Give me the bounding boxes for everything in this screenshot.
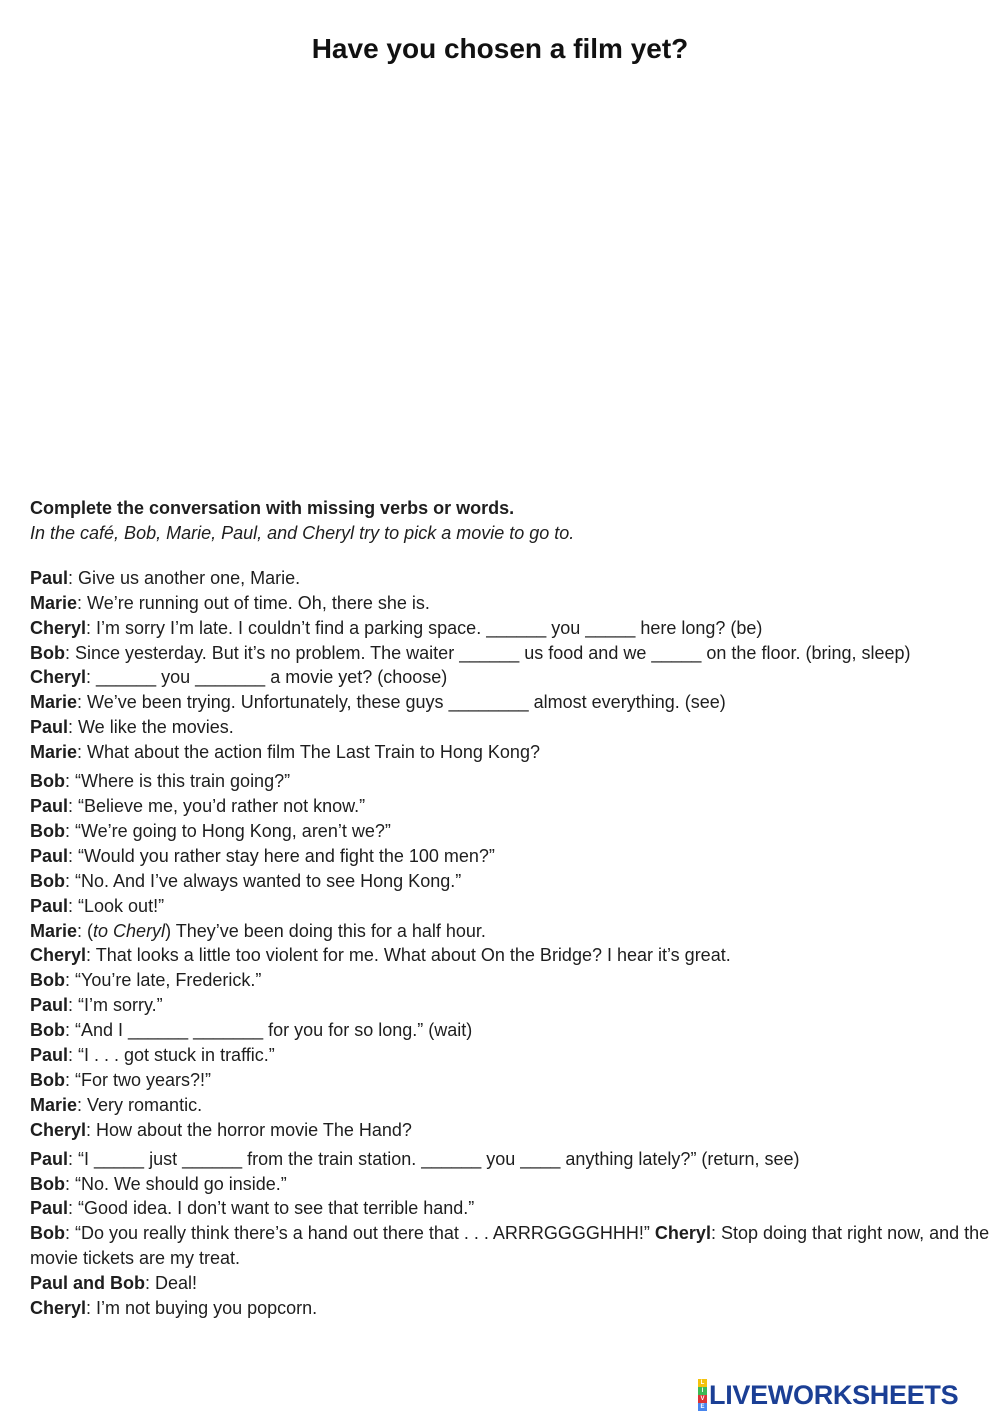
dialogue-line — [30, 794, 992, 819]
line-text: : Give us another one, Marie. — [68, 567, 301, 588]
dialogue-line — [30, 993, 992, 1018]
line-text: : “Good idea. I don’t want to see that terrible hand.” — [68, 1198, 475, 1219]
instructions: Complete the conversation with missing verbs or words. — [30, 498, 515, 518]
line-text: : Since yesterday. But it’s no problem. The waiter ______ us food and we _____ on the floor. (bring, sleep) — [65, 642, 911, 663]
line-text: : “Look out!” — [68, 895, 165, 916]
line-text: : We’re running out of time. Oh, there she is. — [77, 592, 430, 613]
line-text: : “Believe me, you’d rather not know.” — [68, 795, 366, 816]
line-text: : “You’re late, Frederick.” — [65, 970, 262, 991]
line-text: : “Do you really think there’s a hand out there that . . . ARRRGGGGHHH!” — [65, 1223, 655, 1244]
dialogue-line — [30, 1093, 992, 1118]
speaker-name: Paul — [30, 1045, 69, 1066]
line-text: : We’ve been trying. Unfortunately, these guys ________ almost everything. (see) — [77, 692, 726, 713]
line-text: : “I . . . got stuck in traffic.” — [68, 1045, 275, 1066]
speaker-name: Bob — [30, 642, 65, 663]
speaker-name: Marie — [30, 920, 78, 941]
dialogue-line — [30, 1296, 992, 1321]
speaker-name: Cheryl — [30, 945, 87, 966]
speaker-name: Bob — [30, 771, 65, 792]
dialogue-line — [30, 715, 992, 740]
dialogue-line — [30, 1147, 992, 1172]
speaker-name: Paul — [30, 1148, 69, 1169]
speaker-name: Paul and Bob — [30, 1273, 146, 1294]
speaker-name: Bob — [30, 1020, 65, 1041]
dialogue-line — [30, 1196, 992, 1221]
dialogue-line — [30, 1271, 992, 1296]
speaker-name: Marie — [30, 692, 78, 713]
speaker-name: Marie — [30, 592, 78, 613]
speaker-name: Paul — [30, 567, 69, 588]
line-text: : I’m sorry I’m late. I couldn’t find a parking space. ______ you _____ here long? (be) — [86, 617, 763, 638]
line-text: : Deal! — [145, 1273, 198, 1294]
dialogue-line — [30, 968, 992, 993]
line-text: : Very romantic. — [77, 1094, 203, 1115]
speaker-name: Paul — [30, 1198, 69, 1219]
speaker-name: Marie — [30, 1094, 78, 1115]
worksheet-body — [30, 496, 992, 1321]
dialogue-line — [30, 1118, 992, 1143]
logo-mark-cell: E — [698, 1403, 707, 1411]
dialogue-line — [30, 894, 992, 919]
dialogue-line — [30, 769, 992, 794]
dialogue-line — [30, 919, 992, 944]
dialogue-line — [30, 1043, 992, 1068]
speaker-name: Marie — [30, 742, 78, 763]
dialogue-line — [30, 665, 992, 690]
dialogue-line — [30, 591, 992, 616]
speaker-name: Bob — [30, 1223, 65, 1244]
dialogue-line — [30, 641, 992, 666]
line-text: : “No. We should go inside.” — [65, 1173, 287, 1194]
line-text: ) They’ve been doing this for a half hour. — [165, 920, 486, 941]
speaker-name: Cheryl — [654, 1223, 711, 1244]
scene-setting: In the café, Bob, Marie, Paul, and Cheryl try to pick a movie to go to. — [30, 522, 575, 543]
speaker-name: Paul — [30, 795, 69, 816]
speaker-name: Bob — [30, 820, 65, 841]
line-text: : “I’m sorry.” — [68, 995, 163, 1016]
logo-mark-cell: L — [698, 1379, 707, 1387]
speaker-name: Bob — [30, 870, 65, 891]
dialogue-line — [30, 819, 992, 844]
dialogue-line — [30, 566, 992, 591]
dialogue-line — [30, 869, 992, 894]
line-text: : Stop doing that right now, and the movie tickets are my treat. — [30, 1223, 990, 1269]
logo-mark-cell: I — [698, 1387, 707, 1395]
line-prefix: : ( — [77, 920, 94, 941]
line-text: : We like the movies. — [68, 717, 234, 738]
speaker-name: Cheryl — [30, 667, 87, 688]
dialogue-line — [30, 943, 992, 968]
logo-mark-cell: V — [698, 1395, 707, 1403]
line-text: : “No. And I’ve always wanted to see Hong Kong.” — [65, 870, 462, 891]
dialogue-line — [30, 740, 992, 765]
dialogue-line — [30, 1221, 992, 1271]
speaker-name: Bob — [30, 1069, 65, 1090]
dialogue-line — [30, 616, 992, 641]
line-text: : “For two years?!” — [65, 1069, 212, 1090]
dialogue-line — [30, 844, 992, 869]
speaker-name: Bob — [30, 970, 65, 991]
dialogue-line — [30, 1172, 992, 1197]
dialogue-line — [30, 1068, 992, 1093]
line-text: : ______ you _______ a movie yet? (choose) — [86, 667, 448, 688]
speaker-name: Paul — [30, 845, 69, 866]
liveworksheets-logo — [698, 1380, 958, 1410]
dialogue — [30, 566, 992, 1321]
logo-mark-icon — [698, 1379, 707, 1411]
dialogue-line — [30, 690, 992, 715]
line-text: : I’m not buying you popcorn. — [86, 1298, 318, 1319]
line-text: : How about the horror movie The Hand? — [86, 1119, 412, 1140]
speaker-name: Paul — [30, 717, 69, 738]
dialogue-line — [30, 1018, 992, 1043]
line-text: : “I _____ just ______ from the train station. ______ you ____ anything lately?” (return, see) — [68, 1148, 800, 1169]
line-text: : “Would you rather stay here and fight the 100 men?” — [68, 845, 495, 866]
line-text: : “Where is this train going?” — [65, 771, 291, 792]
page-title: Have you chosen a film yet? — [311, 33, 689, 64]
speaker-name: Paul — [30, 895, 69, 916]
line-text: : What about the action film The Last Train to Hong Kong? — [77, 742, 540, 763]
line-text: : “We’re going to Hong Kong, aren’t we?” — [65, 820, 391, 841]
speaker-name: Bob — [30, 1173, 65, 1194]
logo-text: LIVEWORKSHEETS — [709, 1379, 959, 1410]
speaker-name: Cheryl — [30, 1298, 87, 1319]
speaker-name: Paul — [30, 995, 69, 1016]
stage-direction: to Cheryl — [93, 920, 166, 941]
line-text: : That looks a little too violent for me. What about On the Bridge? I hear it’s great. — [86, 945, 731, 966]
speaker-name: Cheryl — [30, 617, 87, 638]
speaker-name: Cheryl — [30, 1119, 87, 1140]
line-text: : “And I ______ _______ for you for so long.” (wait) — [65, 1020, 473, 1041]
